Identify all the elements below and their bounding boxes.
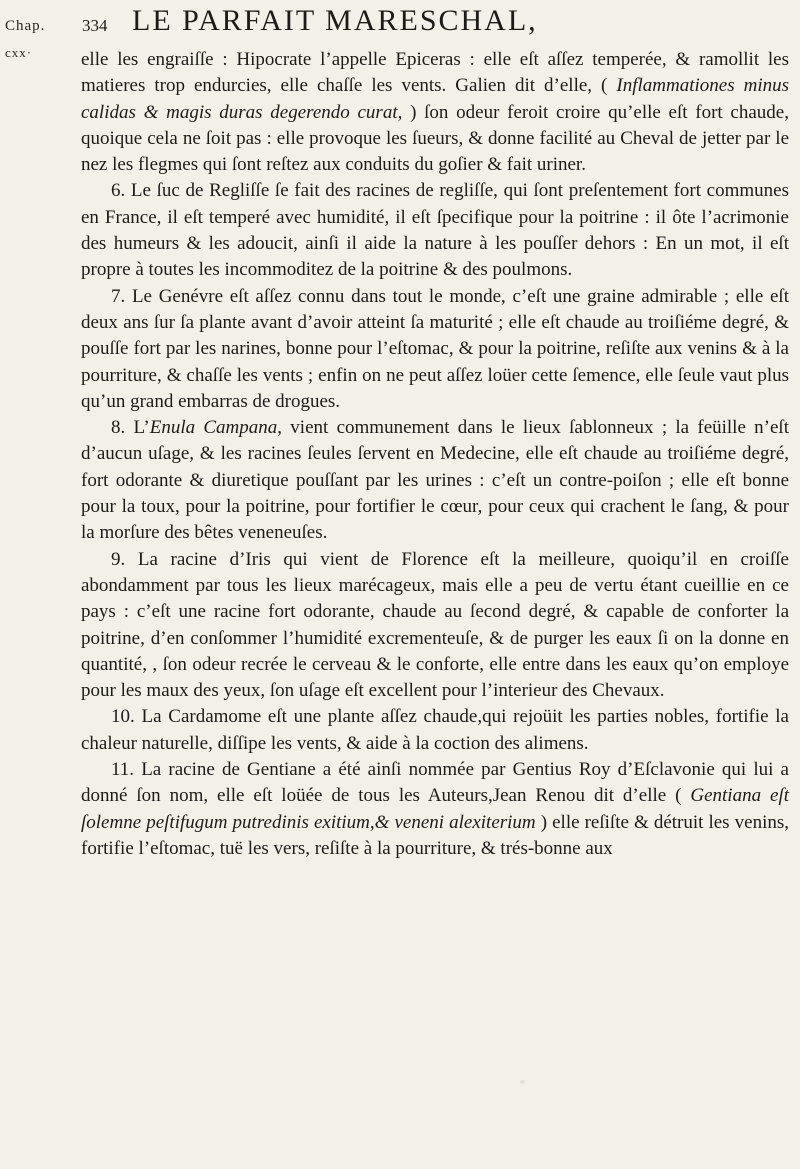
paragraph	[81, 47, 789, 178]
latin-quotation: Gentiana eſt ſolemne peſtifugum putredinis exitium,& veneni alexiterium	[81, 785, 790, 833]
paragraph-text: , ) ſon odeur feroit croire qu’elle eſt fort chaude, quoique cela ne ſoit pas : elle provoque les ſueurs, & donne facilité au Cheval de jetter par le nez les flegmes qui ſont reſtez aux conduits du goſier & fait uriner.	[81, 101, 789, 176]
paragraph-text: 10. La Cardamome eſt une plante aſſez chaude,qui rejoüit les parties nobles, fortifie la chaleur naturelle, diſſipe les vents, & aide à la coction des alimens.	[81, 706, 789, 754]
margin-chapter-label: Chap.	[5, 18, 46, 34]
page-header	[82, 4, 782, 40]
paragraph	[81, 757, 789, 862]
running-title: LE PARFAIT MARESCHAL,	[132, 4, 538, 37]
paragraph	[81, 704, 789, 757]
paragraph-text: 8. L’	[111, 417, 150, 439]
page-number: 334	[82, 16, 108, 35]
paragraph-text: elle les engraiſſe : Hipocrate l’appelle Epiceras : elle eſt aſſez temperée, & ramollit les matieres trop endurcies, elle chaſſe les vents. Galien dit d’elle, (	[81, 49, 789, 97]
margin-chapter-number: cxx·	[5, 45, 33, 60]
paragraph	[81, 547, 789, 705]
paper-stain	[520, 1080, 525, 1084]
paragraph	[81, 178, 789, 283]
body-text	[81, 47, 789, 862]
paragraph-text: 9. La racine d’Iris qui vient de Florence eſt la meilleure, quoiqu’il en croiſſe abondamment par tous les lieux marécageux, mais elle a peu de vertu étant cueillie en ce pays : c’eſt une racine fort odorante, chaude au ſecond degré, & capable de conforter la poitrine, d’en conſommer l’humidité excrementeuſe, & de purger les eaux ſi on la donne en quantité, , ſon odeur recrée le cerveau & le conforte, elle entre dans les eaux qu’on employe pour les maux des yeux, ſon uſage eſt excellent pour l’interieur des Chevaux.	[81, 548, 789, 702]
latin-quotation: Inflammationes minus calidas & magis duras degerendo curat	[81, 75, 789, 123]
paragraph-text: 6. Le ſuc de Regliſſe ſe fait des racines de regliſſe, qui ſont preſentement fort communes en France, il eſt temperé avec humidité, il eſt ſpecifique pour la poitrine : il ôte l’acrimonie des humeurs & les adoucit, ainſi il aide la nature à les pouſſer dehors : En un mot, il eſt propre à toutes les incommoditez de la poitrine & des poulmons.	[81, 180, 789, 281]
paragraph-text: 11. La racine de Gentiane a été ainſi nommée par Gentius Roy d’Eſclavonie qui lui a donné ſon nom, elle eſt loüée de tous les Auteurs,Jean Renou dit d’elle (	[81, 759, 789, 807]
paragraph-text: ) elle reſiſte & détruit les venins, fortifie l’eſtomac, tuë les vers, reſiſte à la pourriture, & trés-bonne aux	[81, 811, 789, 859]
paragraph	[81, 284, 789, 415]
latin-quotation: Enula Campana	[149, 417, 278, 439]
paragraph-text: , vient communement dans le lieux ſablonneux ; la feüille n’eſt d’aucun uſage, & les racines ſeules ſervent en Medecine, elle eſt chaude au troiſiéme degré, fort odorante & diuretique pouſſant par les urines : c’eſt un contre-poiſon ; elle eſt bonne pour la toux, pour la poitrine, pour fortifier le cœur, pour ceux qui crachent le ſang, & pour la morſure des bêtes veneneuſes.	[81, 417, 789, 544]
paragraph	[81, 415, 789, 546]
paragraph-text: 7. Le Genévre eſt aſſez connu dans tout le monde, c’eſt une graine admirable ; elle eſt deux ans ſur ſa plante avant d’avoir atteint ſa maturité ; elle eſt chaude au troiſiéme degré, & pouſſe fort par les narines, bonne pour l’eſtomac, & pour la poitrine, reſiſte aux venins & à la pourriture, & chaſſe les vents ; enfin on ne peut aſſez loüer cette ſemence, elle ſeule vaut plus qu’un grand embarras de drogues.	[81, 285, 789, 412]
